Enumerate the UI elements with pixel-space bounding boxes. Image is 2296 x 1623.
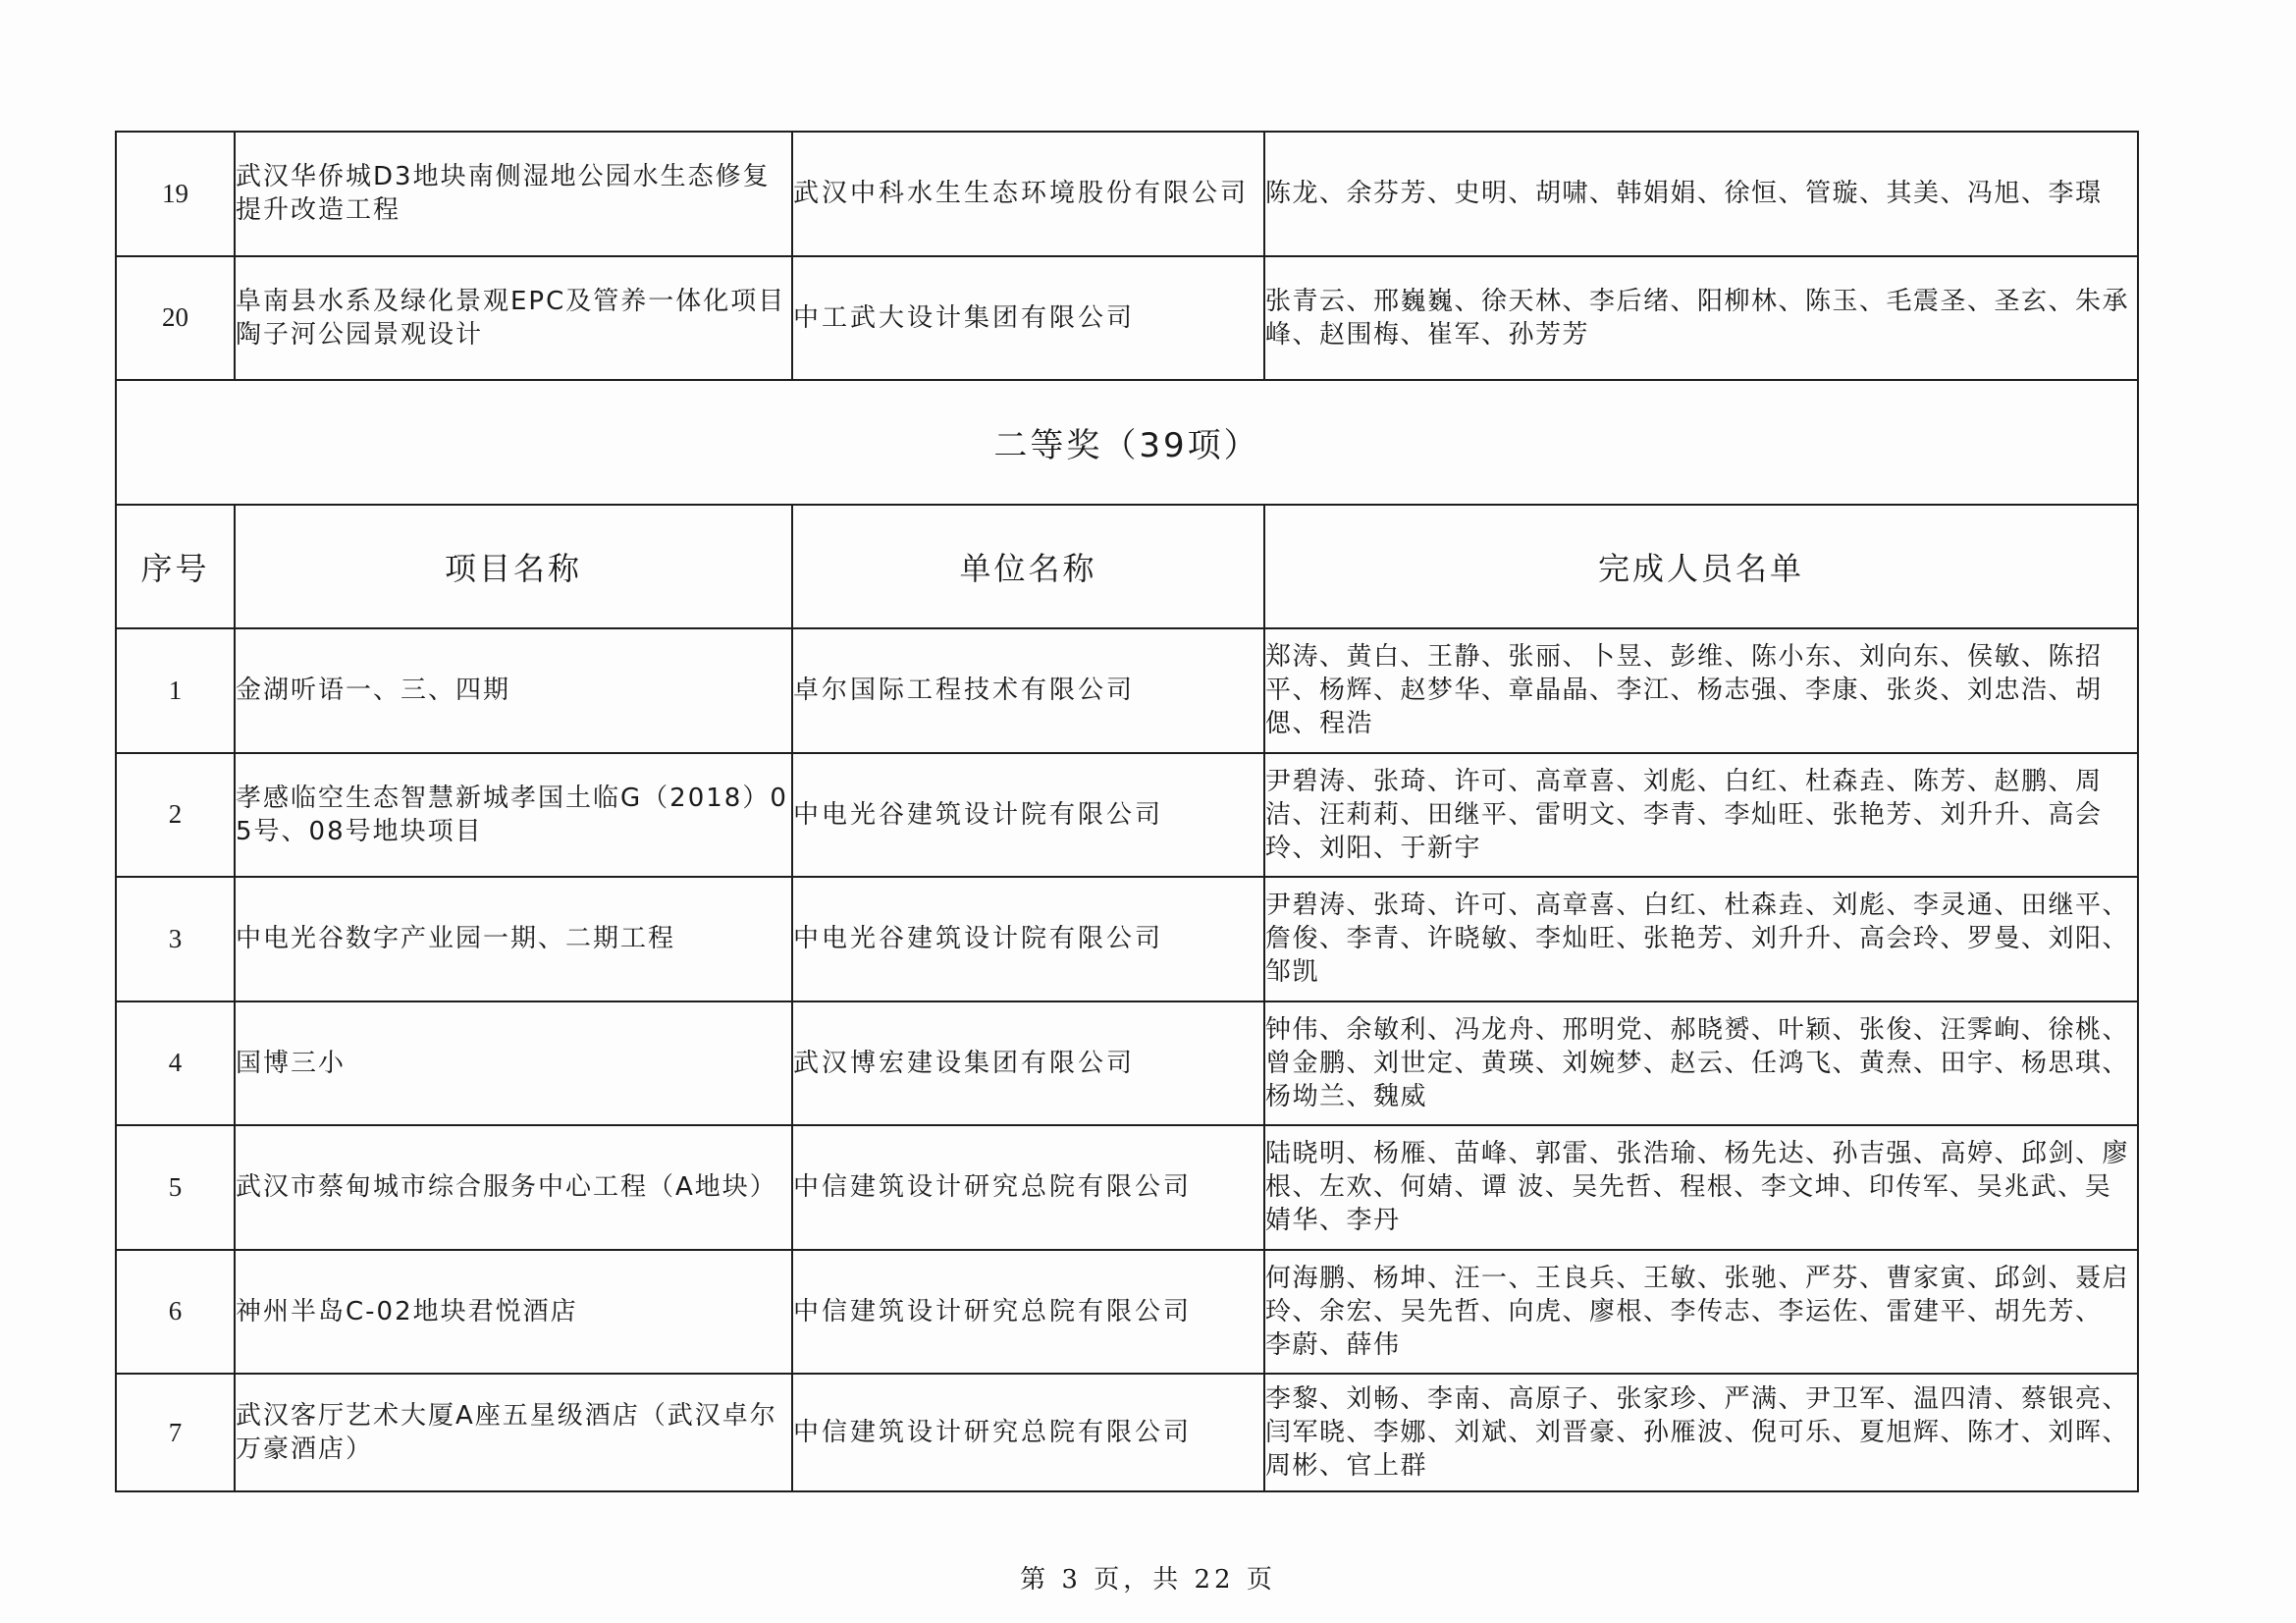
project-name: 武汉华侨城D3地块南侧湿地公园水生态修复提升改造工程 (235, 132, 792, 256)
table-row (116, 753, 2138, 878)
unit-name: 武汉中科水生生态环境股份有限公司 (792, 132, 1264, 256)
section-heading: 二等奖（39项） (116, 380, 2138, 505)
project-name: 武汉市蔡甸城市综合服务中心工程（A地块） (235, 1125, 792, 1250)
header-no: 序号 (116, 505, 235, 628)
unit-name: 卓尔国际工程技术有限公司 (792, 628, 1264, 753)
unit-name: 中工武大设计集团有限公司 (792, 256, 1264, 381)
member-list: 郑涛、黄白、王静、张丽、卜昱、彭维、陈小东、刘向东、侯敏、陈招平、杨辉、赵梦华、章晶晶、李江、杨志强、李康、张炎、刘忠浩、胡偲、程浩 (1264, 628, 2138, 753)
unit-name: 武汉博宏建设集团有限公司 (792, 1001, 1264, 1126)
member-list: 尹碧涛、张琦、许可、高章喜、刘彪、白红、杜森垚、陈芳、赵鹏、周洁、汪莉莉、田继平、雷明文、李青、李灿旺、张艳芳、刘升升、高会玲、刘阳、于新宇 (1264, 753, 2138, 878)
page-number-footer: 第 3 页，共 22 页 (1020, 1565, 1276, 1595)
project-name: 阜南县水系及绿化景观EPC及管养一体化项目陶子河公园景观设计 (235, 256, 792, 381)
table-row (116, 628, 2138, 753)
member-list: 钟伟、余敏利、冯龙舟、邢明党、郝晓赟、叶颖、张俊、汪霁峋、徐桃、曾金鹏、刘世定、黄瑛、刘婉梦、赵云、任鸿飞、黄焘、田宇、杨思琪、杨坳兰、魏威 (1264, 1001, 2138, 1126)
table-row (116, 1125, 2138, 1250)
section-heading-row (116, 380, 2138, 505)
member-list: 何海鹏、杨坤、汪一、王良兵、王敏、张驰、严芬、曹家寅、邱剑、聂启玲、余宏、吴先哲、向虎、廖根、李传志、李运佐、雷建平、胡先芳、 李蔚、薛伟 (1264, 1250, 2138, 1375)
unit-name: 中信建筑设计研究总院有限公司 (792, 1125, 1264, 1250)
row-number: 7 (116, 1374, 235, 1491)
project-name: 中电光谷数字产业园一期、二期工程 (235, 877, 792, 1001)
row-number: 19 (116, 132, 235, 256)
header-members: 完成人员名单 (1264, 505, 2138, 628)
project-name: 武汉客厅艺术大厦A座五星级酒店（武汉卓尔万豪酒店） (235, 1374, 792, 1491)
project-name: 神州半岛C-02地块君悦酒店 (235, 1250, 792, 1375)
row-number: 1 (116, 628, 235, 753)
unit-name: 中信建筑设计研究总院有限公司 (792, 1250, 1264, 1375)
row-number: 4 (116, 1001, 235, 1126)
member-list: 张青云、邢巍巍、徐天林、李后绪、阳柳林、陈玉、毛震圣、圣玄、朱承峰、赵围梅、崔军、孙芳芳 (1264, 256, 2138, 381)
row-number: 2 (116, 753, 235, 878)
unit-name: 中信建筑设计研究总院有限公司 (792, 1374, 1264, 1491)
table-row (116, 1250, 2138, 1375)
member-list: 尹碧涛、张琦、许可、高章喜、白红、杜森垚、刘彪、李灵通、田继平、詹俊、李青、许晓敏、李灿旺、张艳芳、刘升升、高会玲、罗曼、刘阳、邹凯 (1264, 877, 2138, 1001)
row-number: 20 (116, 256, 235, 381)
award-table (115, 131, 2139, 1492)
table-header-row (116, 505, 2138, 628)
project-name: 国博三小 (235, 1001, 792, 1126)
unit-name: 中电光谷建筑设计院有限公司 (792, 877, 1264, 1001)
row-number: 3 (116, 877, 235, 1001)
table-row (116, 256, 2138, 381)
header-project: 项目名称 (235, 505, 792, 628)
table-row (116, 877, 2138, 1001)
row-number: 5 (116, 1125, 235, 1250)
project-name: 金湖听语一、三、四期 (235, 628, 792, 753)
member-list: 陆晓明、杨雁、苗峰、郭雷、张浩瑜、杨先达、孙吉强、高婷、邱剑、廖根、左欢、何婧、谭 波、吴先哲、程根、李文坤、印传军、吴兆武、吴婧华、李丹 (1264, 1125, 2138, 1250)
member-list: 李黎、刘畅、李南、高原子、张家珍、严满、尹卫军、温四清、蔡银亮、闫军晓、李娜、刘斌、刘晋豪、孙雁波、倪可乐、夏旭辉、陈才、刘晖、周彬、官上群 (1264, 1374, 2138, 1491)
unit-name: 中电光谷建筑设计院有限公司 (792, 753, 1264, 878)
table-row (116, 1374, 2138, 1491)
table-row (116, 132, 2138, 256)
header-unit: 单位名称 (792, 505, 1264, 628)
table-row (116, 1001, 2138, 1126)
project-name: 孝感临空生态智慧新城孝国土临G（2018）05号、08号地块项目 (235, 753, 792, 878)
member-list: 陈龙、余芬芳、史明、胡啸、韩娟娟、徐恒、管璇、其美、冯旭、李璟 (1264, 132, 2138, 256)
row-number: 6 (116, 1250, 235, 1375)
